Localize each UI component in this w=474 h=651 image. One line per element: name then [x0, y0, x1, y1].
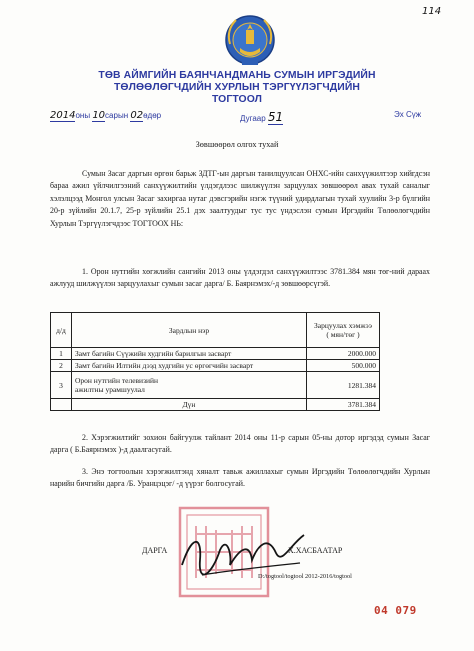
header-line-2: ТӨЛӨӨЛӨГЧДИЙН ХУРЛЫН ТЭРГҮҮЛЭГЧДИЙН: [113, 82, 361, 93]
total-amount: 3781.384: [307, 399, 380, 411]
preamble-paragraph: Сумын Засаг даргын өргөн барьж ЗДТГ-ын даргын танилцуулсан ОНХС-ийн санхүүжилтээр хийгдсэн бараа ажил үйлчилгээний санхүүжилтийн үлдэгдлээс шилжүүлэн зарцуулах зөвшөөрөл авах тухай саналыг хэлэлцээд Монгол улсын Засаг захиргаа нутаг дэвсгэрийн нэгж түүний удирдлагын тухай хуулийн 3-р бүлгийн 20-р зүйлийн 20.1.7, 25-р зүйлийн 25.1 дэх заалтуудыг тус тус үндэслэн сумын Иргэдийн Төлөөлөгчдийн Хурлын Тэргүүлэгчдээс ТОГТООХ НЬ:: [50, 169, 430, 228]
date-year: 2014: [50, 110, 76, 121]
date-day: 02: [130, 110, 144, 121]
red-serial-number: 04 079: [374, 604, 417, 617]
date-month: 10: [92, 110, 106, 121]
table-row: 3 Орон нутгийн телевизийн ажилтны урамшуулал 1281.384: [51, 372, 380, 399]
expense-table: [50, 312, 380, 411]
item-1: 1. Орон нутгийн хөгжлийн сангийн 2013 оны үлдэгдэл санхүүжилтээс 3781.384 мян төг-ний дараах ажлууд шилжүүлэн зарцуулахыг сумын засаг дарга/ Б. Баярнэмэх/-д зөвшөөрсүгэй.: [50, 267, 430, 289]
header-line-1: ТӨВ АЙМГИЙН БАЯНЧАНДМАНЬ СУМЫН ИРГЭДИЙН: [98, 70, 376, 81]
item-3: 3. Энэ тогтоолын хэрэгжилтэнд хяналт тавьж ажиллахыг сумын Иргэдийн Төлөөлөгчдийн Хурлын нарийн бичгийн дарга /Б. Уранцэцэг/ -д үүрэг болгосугай.: [50, 467, 430, 489]
place: Эх Сүж: [394, 110, 422, 119]
number-value: 51: [267, 110, 284, 124]
state-emblem-icon: [222, 10, 278, 68]
table-total-row: [51, 399, 380, 411]
corner-number: 114: [422, 6, 442, 17]
header-line-3: ТОГТООЛ: [211, 94, 263, 105]
signatory-name: Х.ХАСБААТАР: [288, 546, 343, 555]
handwritten-signature-icon: [172, 515, 312, 595]
document-number: Дугаар 51: [240, 110, 284, 124]
document-subject: Зөвшөөрөл олгох тухай: [195, 140, 279, 149]
file-path: D:/togtool/togtool 2012-2016/togtool: [258, 573, 352, 580]
signature-title: ДАРГА: [142, 546, 168, 555]
table-row: 1 Замт багийн Сүүжийн худгийн барилгын засварт 2000.000: [51, 348, 380, 360]
total-label: Дүн: [72, 399, 307, 411]
col-header-amount: Зарцуулах хэмжээ ( мян/төг ): [307, 313, 380, 348]
date-line: 2014оны 10сарын 02өдөр: [50, 110, 162, 121]
item-2: 2. Хэрэгжилтийг зохион байгуулж тайлант 2014 оны 11-р сарын 05-ны дотор иргэдэд сумын Засаг дарга ( Б.Баярнэмэх )-д даалгасугай.: [50, 433, 430, 455]
col-header-name: Зардлын нэр: [72, 313, 307, 348]
col-header-number: д/д: [51, 313, 72, 348]
table-row: 2 Замт багийн Илтийн дээд худгийн ус өргөгчийн засварт 500.000: [51, 360, 380, 372]
